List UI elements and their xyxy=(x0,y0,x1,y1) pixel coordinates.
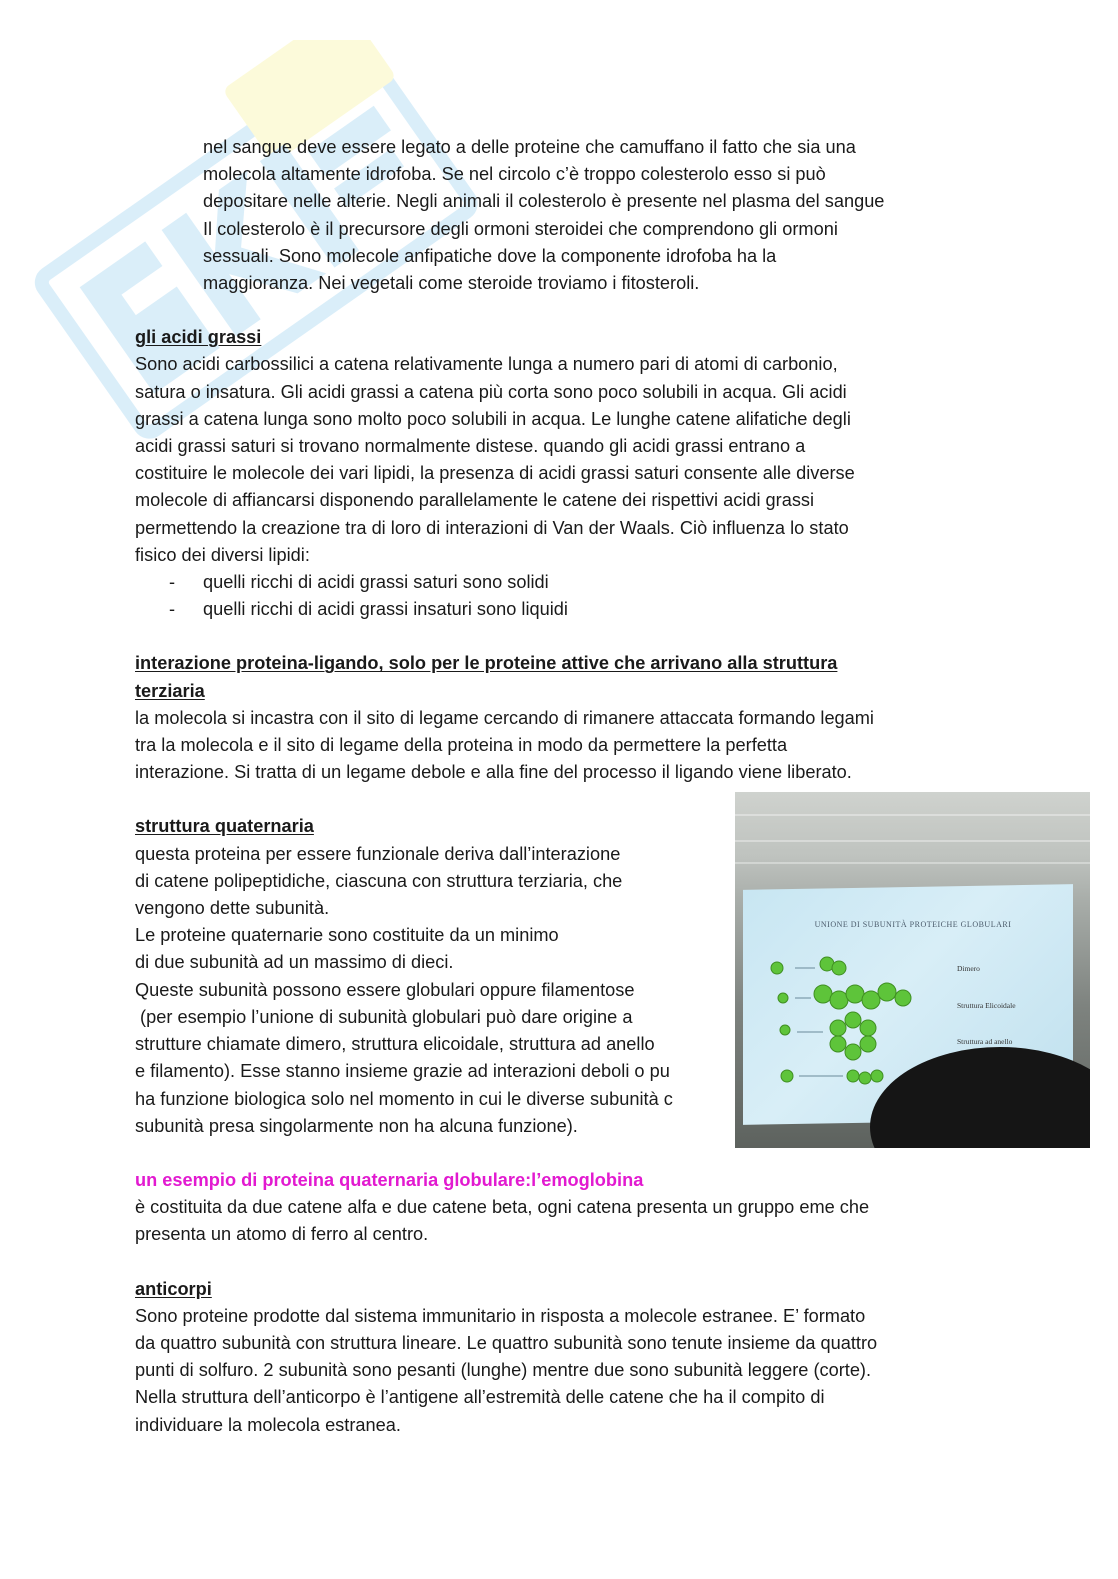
text-line: molecole di affiancarsi disponendo parallelamente le catene dei rispettivi acidi grassi xyxy=(135,490,815,511)
text-line: depositare nelle alterie. Negli animali il colesterolo è presente nel plasma del sangue xyxy=(203,191,885,212)
text-line: di catene polipeptidiche, ciascuna con struttura terziaria, che xyxy=(135,870,623,891)
text-line: Nella struttura dell’anticorpo è l’antigene all’estremità delle catene che ha il compito di xyxy=(135,1387,825,1408)
text-line: ha funzione biologica solo nel momento in cui le diverse subunità c xyxy=(135,1088,673,1109)
section-heading: anticorpi xyxy=(135,1278,212,1299)
document-page xyxy=(135,134,995,1439)
text-line: maggioranza. Nei vegetali come steroide troviamo i fitosteroli. xyxy=(203,273,700,294)
text-line: subunità presa singolarmente non ha alcuna funzione). xyxy=(135,1115,578,1136)
text-line: è costituita da due catene alfa e due catene beta, ogni catena presenta un gruppo eme che xyxy=(135,1197,870,1218)
bullet-list xyxy=(135,569,995,623)
text-line: la molecola si incastra con il sito di legame cercando di rimanere attaccata formando legami xyxy=(135,707,874,728)
text-line: interazione. Si tratta di un legame debole e alla fine del processo il ligando viene liberato. xyxy=(135,762,852,783)
text-line: punti di solfuro. 2 subunità sono pesanti (lunghe) mentre due sono subunità leggere (corte). xyxy=(135,1360,872,1381)
slide-label: Struttura ad anello xyxy=(957,1037,1013,1046)
text-line: e filamento). Esse stanno insieme grazie ad interazioni deboli o pu xyxy=(135,1061,670,1082)
text-line: da quattro subunità con struttura lineare. Le quattro subunità sono tenute insieme da quattro xyxy=(135,1332,878,1353)
section-acidi-grassi xyxy=(135,324,995,623)
text-line: (per esempio l’unione di subunità globulari può dare origine a xyxy=(135,1006,633,1027)
text-line: Sono proteine prodotte dal sistema immunitario in risposta a molecole estranee. E’ formato xyxy=(135,1305,866,1326)
text-line: Il colesterolo è il precursore degli ormoni steroidei che comprendono gli ormoni xyxy=(203,218,838,239)
text-line: grassi a catena lunga sono molto poco solubili in acqua. Le lunghe catene alifatiche degli xyxy=(135,408,851,429)
text-line: nel sangue deve essere legato a delle proteine che camuffano il fatto che sia una xyxy=(203,137,856,157)
text-line: satura o insatura. Gli acidi grassi a catena più corta sono poco solubili in acqua. Gli acidi xyxy=(135,381,847,402)
quaternaria-body xyxy=(135,841,740,1140)
intro-paragraph xyxy=(135,134,995,297)
section-interazione xyxy=(135,650,995,786)
section-anticorpi xyxy=(135,1276,995,1439)
text-line: permettendo la creazione tra di loro di interazioni di Van der Waals. Ciò influenza lo stato xyxy=(135,517,849,538)
text-line: costituire le molecole dei vari lipidi, la presenza di acidi grassi saturi consente alle diverse xyxy=(135,463,855,484)
slide-label: Dimero xyxy=(957,964,980,973)
text-line: Le proteine quaternarie sono costituite da un minimo xyxy=(135,925,559,946)
text-line: strutture chiamate dimero, struttura elicoidale, struttura ad anello xyxy=(135,1034,655,1055)
lecture-slide-photo xyxy=(735,792,1090,1148)
text-line: questa proteina per essere funzionale deriva dall’interazione xyxy=(135,843,621,864)
text-line: vengono dette subunità. xyxy=(135,898,330,919)
section-heading: interazione proteina-ligando, solo per le proteine attive che arrivano alla struttura xyxy=(135,653,838,674)
text-line: Sono acidi carbossilici a catena relativamente lunga a numero pari di atomi di carbonio, xyxy=(135,354,838,375)
slide-label: Struttura Elicoidale xyxy=(957,1001,1016,1010)
text-line: molecola altamente idrofoba. Se nel circolo c’è troppo colesterolo esso si può xyxy=(203,164,826,185)
section-emoglobina xyxy=(135,1167,995,1249)
section-heading: gli acidi grassi xyxy=(135,327,262,348)
list-item: - quelli ricchi di acidi grassi insaturi sono liquidi xyxy=(135,596,995,623)
text-line: fisico dei diversi lipidi: xyxy=(135,544,310,565)
slide-title: UNIONE DI SUBUNITÀ PROTEICHE GLOBULARI xyxy=(814,920,1012,929)
section-heading: struttura quaternaria xyxy=(135,816,314,837)
text-line: di due subunità ad un massimo di dieci. xyxy=(135,952,454,973)
section-heading: un esempio di proteina quaternaria globulare:l’emoglobina xyxy=(135,1169,644,1190)
text-line: sessuali. Sono molecole anfipatiche dove la componente idrofoba ha la xyxy=(203,245,777,266)
text-line: tra la molecola e il sito di legame della proteina in modo da permettere la perfetta xyxy=(135,735,788,756)
text-line: individuare la molecola estranea. xyxy=(135,1414,401,1435)
section-heading-cont: terziaria xyxy=(135,680,205,701)
list-item: - quelli ricchi di acidi grassi saturi sono solidi xyxy=(135,569,995,596)
text-line: presenta un atomo di ferro al centro. xyxy=(135,1224,429,1245)
text-line: acidi grassi saturi si trovano normalmente distese. quando gli acidi grassi entrano a xyxy=(135,436,806,457)
text-line: Queste subunità possono essere globulari oppure filamentose xyxy=(135,979,635,1000)
